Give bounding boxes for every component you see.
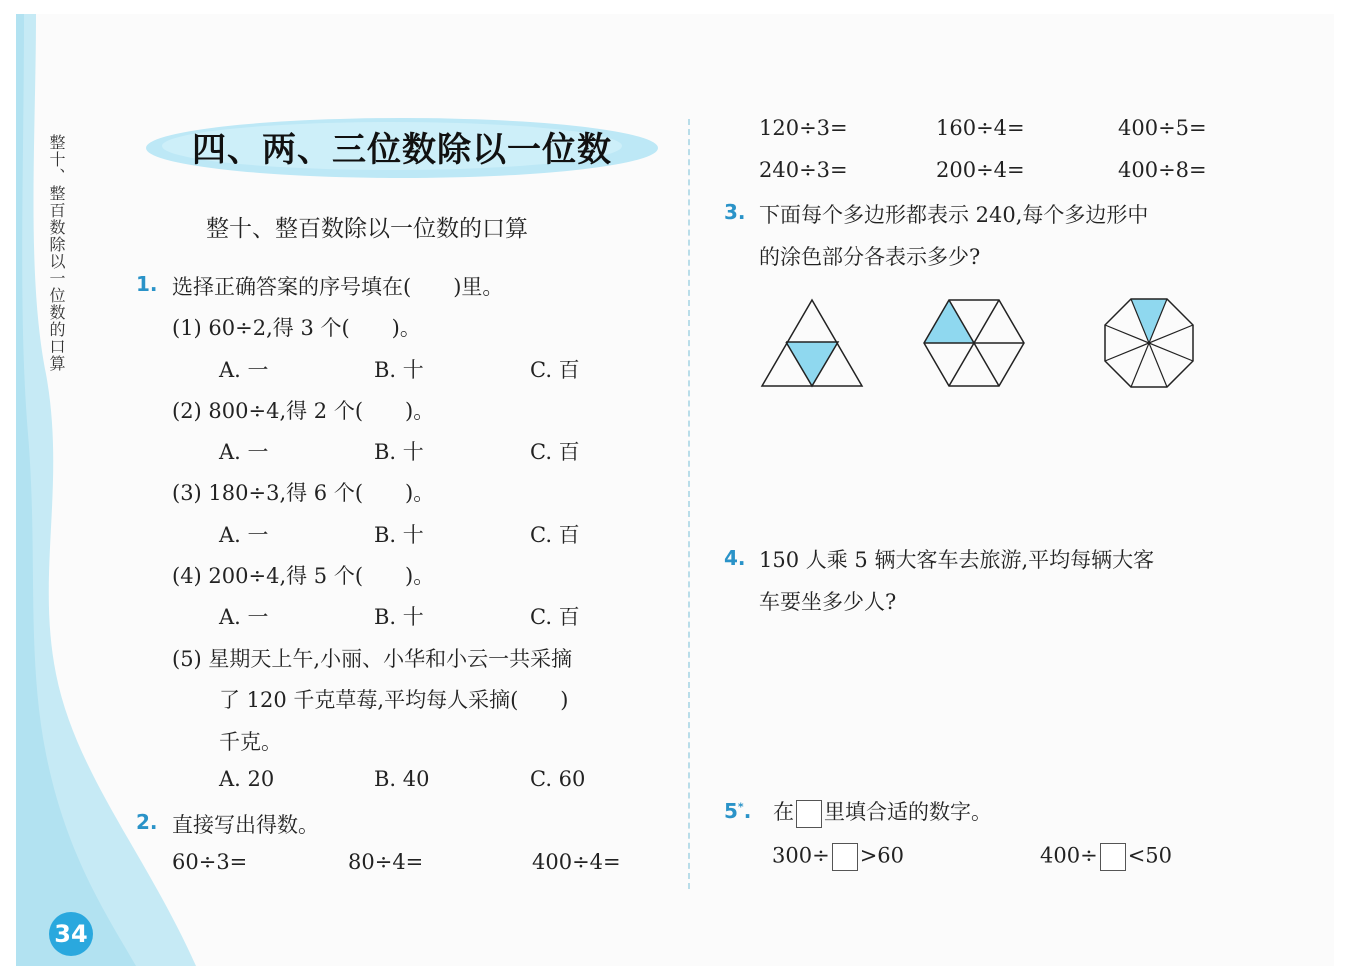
q2-expr-1: 60÷3= (172, 850, 248, 874)
q2-expr-4: 120÷3= (759, 116, 848, 140)
q3-line1: 下面每个多边形都表示 240,每个多边形中 (759, 203, 1149, 227)
workbook-page (16, 14, 1334, 966)
q4-line2: 车要坐多少人? (759, 590, 897, 614)
section-subtitle: 整十、整百数除以一位数的口算 (206, 216, 528, 242)
q1-item4-option-c: C. 百 (530, 605, 580, 629)
q1-item4-option-b: B. 十 (374, 605, 424, 629)
q1-item5-line1: (5) 星期天上午,小丽、小华和小云一共采摘 (172, 647, 573, 671)
q1-item2-option-b: B. 十 (374, 440, 424, 464)
q1-item3-option-c: C. 百 (530, 523, 580, 547)
q4-number: 4. (724, 546, 746, 570)
q1-item1-option-a: A. 一 (219, 358, 269, 382)
q2-expr-7: 240÷3= (759, 158, 848, 182)
column-divider (688, 119, 690, 889)
q5-inequality-2: 400÷ <50 (1040, 843, 1172, 871)
q5-prompt: 在 里填合适的数字。 (773, 796, 992, 828)
page-number: 34 (49, 912, 93, 956)
side-section-label: 整十、整百数除以一位数的口算 (47, 134, 66, 372)
q1-item5-line2: 了 120 千克草莓,平均每人采摘( ) (219, 688, 569, 712)
q1-item5-option-b: B. 40 (374, 767, 430, 791)
challenge-star: * (737, 800, 744, 814)
chapter-title: 四、两、三位数除以一位数 (192, 129, 612, 170)
q1-item1-option-c: C. 百 (530, 358, 580, 382)
answer-box-2[interactable] (1100, 843, 1126, 871)
answer-box-1[interactable] (832, 843, 858, 871)
q1-item2-stem: (2) 800÷4,得 2 个( )。 (172, 399, 435, 423)
q2-prompt: 直接写出得数。 (172, 813, 319, 837)
q2-expr-5: 160÷4= (936, 116, 1025, 140)
q3-number: 3. (724, 200, 746, 224)
q1-prompt: 选择正确答案的序号填在( )里。 (172, 275, 504, 299)
q2-expr-8: 200÷4= (936, 158, 1025, 182)
q1-number: 1. (136, 272, 158, 296)
q3-line2: 的涂色部分各表示多少? (759, 245, 981, 269)
q1-item3-option-b: B. 十 (374, 523, 424, 547)
q2-expr-9: 400÷8= (1118, 158, 1207, 182)
octagon-figure (1102, 296, 1196, 390)
q2-expr-3: 400÷4= (532, 850, 621, 874)
chapter-title-banner (142, 110, 662, 182)
blank-box-example (796, 800, 822, 828)
q1-item1-stem: (1) 60÷2,得 3 个( )。 (172, 316, 421, 340)
q1-item4-stem: (4) 200÷4,得 5 个( )。 (172, 564, 435, 588)
q2-expr-6: 400÷5= (1118, 116, 1207, 140)
q1-item5-option-a: A. 20 (219, 767, 275, 791)
q5-number: 5*. (724, 799, 752, 823)
q2-number: 2. (136, 810, 158, 834)
q1-item4-option-a: A. 一 (219, 605, 269, 629)
q2-expr-2: 80÷4= (348, 850, 424, 874)
q1-item5-line3: 千克。 (219, 730, 282, 754)
hexagon-figure (922, 298, 1026, 390)
q1-item2-option-a: A. 一 (219, 440, 269, 464)
q5-inequality-1: 300÷ >60 (772, 843, 904, 871)
triangle-figure (760, 298, 864, 390)
q1-item3-option-a: A. 一 (219, 523, 269, 547)
q1-item2-option-c: C. 百 (530, 440, 580, 464)
q1-item5-option-c: C. 60 (530, 767, 586, 791)
q1-item3-stem: (3) 180÷3,得 6 个( )。 (172, 481, 435, 505)
q1-item1-option-b: B. 十 (374, 358, 424, 382)
q4-line1: 150 人乘 5 辆大客车去旅游,平均每辆大客 (759, 548, 1155, 572)
